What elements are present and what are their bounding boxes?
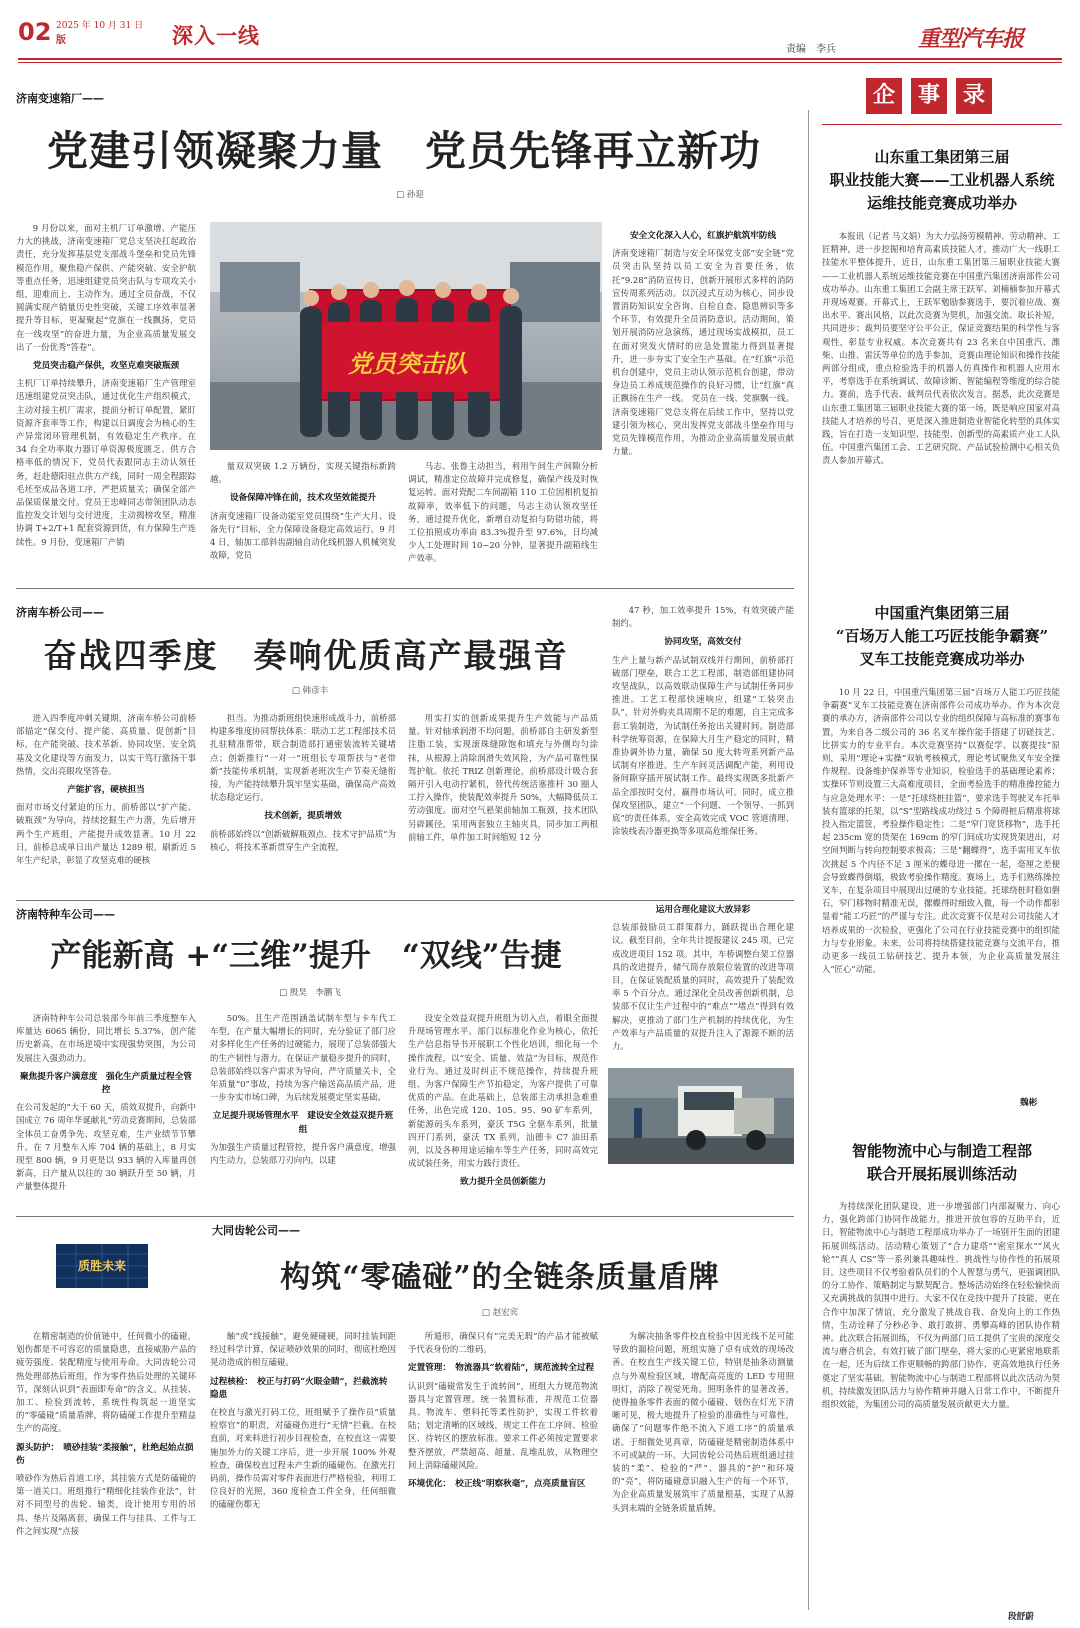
article-separator [16, 588, 794, 589]
article-subheading: 党员突击稳产保供，攻坚克难突破瓶颈 [32, 361, 180, 372]
edition-label: 版 [56, 35, 66, 46]
article-subheading: 聚焦提升客户满意度 强化生产质量过程全管控 [20, 1071, 192, 1096]
article-subheading: 致力提升全员创新能力 [460, 1177, 546, 1188]
article-subheading: 技术创新，提质增效 [264, 811, 342, 822]
article-separator [16, 1216, 794, 1217]
article-column: 用实打实的创新成果提升生产效能与产品质量。针对轴承润滑不均问题，前桥部自主研发新型注脂工装，实现滚珠缝隙饱和填充与外侧均匀涂抹，从根源上消除润滑失效风险，为产品可靠性保驾护航。依托 TRIZ 创新理论，前桥部设计吸合套隔开引入电动拧紧机，替代传统活塞推杆 30 圈人工拧入操作，使装配效率提升 50%，大幅降低员工劳动强度。面对空气悬架前轴加工瓶颈，技术团队另辟蹊径，采用两套独立主轴夹具，同步加工两根前轴工件，单件加工时间缩短 12 分 [408, 713, 598, 842]
banner-text: 党员突击队 [348, 349, 468, 378]
byline-box-icon: □ [291, 686, 303, 696]
article-subheading: 运用合理化建议大放异彩 [655, 905, 751, 915]
editor-credit: 责编 李兵 [786, 44, 836, 55]
byline-box-icon: □ [396, 190, 407, 200]
article-column: 马志、张鲁主动担当，利用午间生产间隙分析调试，精准定位故障并完成修复，确保产线及时恢复运转。面对瓷配二车间副箱 110 工位因相机复拍故障率，效率低下的问题，马志主动认领攻坚任务，通过提升优化，新增自动复拍与防错功能，将工位拍照成功率由 83.3%提升至 97.6%，日均减少人工处理时间 10~20 分钟，显著提升副箱线生产效率。 [408, 461, 598, 564]
article-headline: 奋战四季度 奏响优质高产最强音 [43, 636, 569, 675]
sidebar-story-author: 魏彬 [1020, 1098, 1038, 1108]
header-rule-thin [18, 62, 1062, 63]
article-subheading: 安全文化深入人心，红旗护航筑牢防线 [629, 231, 777, 241]
party-commando-photo [210, 222, 602, 450]
issue-date: 2025 年 10 月 31 日 [56, 21, 144, 31]
article-column: 所遁形，确保只有“完美无瑕”的产品才能被赋予代表身份的二维码。 定置管理： 物流器具“软着陆”，规范流转全过程 认识到“磕碰常发生于流转间”，班组大力规范物流器具与定置管理。统一装置标准，并规范工位器具、物流车、塑料托等柔性防护，实现工件软着陆；划定清晰的区域线，规定工件在工序间、检验区、待转区的摆放标准。要求工件必须按定置要求整齐摆放，严禁超高、超量、乱堆乱放，从物理空间上消除磕碰风险。 环境优化： 校正线“明察秋毫”，点亮质量盲区 [408, 1330, 598, 1616]
article-kicker: 济南车桥公司—— [16, 606, 104, 619]
column-divider [808, 110, 809, 1610]
article-column: 运用合理化建议大放异彩 总装部鼓励员工群策群力，踊跃提出合理化建议。截至目前，全年共计提报建议 245 项，已完成改进项目 152 项。其中，车桥调整台架工位器具的改进提升，储气筒存放限位装置的改进等项目，在保证装配质量的同时，高效提升了装配效率 5 个百分点。通过深化全员改善创新机制，总装部不仅让生产过程中的“难点”“堵点”得到有效解决，更推动了部门生产机制的持续优化，为生产效率与产品质量的双提升注入了源源不断的活力。 [612, 905, 794, 1052]
article-byline: □ 韩彦丰 [291, 686, 329, 696]
article-kicker: 济南特种车公司—— [16, 908, 115, 921]
truck-photo [608, 1068, 794, 1164]
graphic-text: 质胜未来 [77, 1259, 126, 1273]
article-column: 为解决抽条零件校直检验中因光线不足可能导致的漏检问题，班组实施了卓有成效的现场改善。在校直生产线关键工位，特别是抽条动测量点与外观检验区域，增配高亮度的 LED 专用照明灯，消除了视觉死角。照明条件的显著改善，使得抽条零件表面的微小磕碰、划伤在灯光下清晰可见，极大地提升了检验的准确性与可靠性，确保了“问题零件绝不流入下道工序”的质量承诺。于细微处见真章，防磕碰是精密制造体系中不可或缺的一环。大同齿轮公司热后班组通过挂装的“柔”、检验的“严”、器具的“护”和环境的“亮”，将防磕碰意识融入生产的每一个环节，为企业高质量发展筑牢了质量根基，实现了从源头到末端的全链条质量盾牌。 [612, 1331, 794, 1513]
sidebar-story-author: 段舒蔚 [1008, 1612, 1034, 1622]
article-column: 9 月份以来，面对主机厂订单激增、产能压力大的挑战，济南变速箱厂党总支坚决扛起政治责任，充分发挥基层党支部战斗堡垒和党员先锋模范作用，聚焦稳产保供、产能突破、安全护航等重点任务，迅速组建党员突击队与专项攻关小组，迎难而上、主动作为。通过全员奋战，不仅圆满实现产销量历史性突破，关键工序效率显著提升等目标，更凝聚起“党旗在一线飘扬，党员在一线攻坚”的奋进力量，为企业高质量发展交出了一份优秀“答卷”。 党员突击稳产保供，攻坚克难突破瓶颈 主机厂订单持续攀升，济南变速箱厂生产管理室迅速组建党员突击队，通过优化生产组织模式，主动对接主机厂需求，提前分析订单配置，紧盯资源齐套率等工作，构建以日调度会为核心的生产异常闭环管理机制，有效稳定生产秩序。在 34 台全功率取力器订单资源极度匮乏、供方合格率低的情况下，党员代表跟同志主动认领任务，赶赴德阳驻点供方产线，同时一周全程跟踪毛坯至成品各道工序，严把质量关；确保全部产品保质保量交付。党员王忠峰同志带领团队动态监控发交计划与交付进度，主动揭榜攻坚，精准协调 T+2/T+1 配套资源到货，有力保障生产连续性。9 月份，变速箱厂产销 [16, 223, 196, 547]
article-column: 进入四季度冲刺关键期，济南车桥公司前桥部锚定“保交付、提产能、高质量、促创新”目标，在产能突破、技术革新、协同攻坚、安全筑基及文化建设等方面发力，以实干笃行激扬干事热情，交出亮眼攻坚答卷。 产能扩容，硬核担当 面对市场交付紧迫的压力，前桥部以“扩产能、破瓶颈”为导向，持续挖掘生产力潜，先后增开两个生产班组，产能提升成效显著。10 月 22 日，前桥总成单日出产量达 1289 根，刷新近 5 年生产纪录，彰显了攻坚克难的硬核 [16, 713, 196, 866]
sidebar-story-body: 10 月 22 日，中国重汽集团第三届“百场万人能工巧匠技能争霸赛”叉车工技能竞赛在济南部件公司成功举办。作为本次竞赛的承办方，济南部件公司以专业的组织保障与高标准的赛事布置，为来自各二级公司的 36 名叉车操作能手搭建了切磋技艺、比拼实力的专业平台。本次竞赛坚持“以赛促学、以赛提技”原则，采用“理论+实操”双轨考核模式，理论考试聚焦叉车安全操作规程、设备维护保养等专业知识，检验选手的基础理论素养；实操环节则设置三大高难度项目，全面考验选手的精准操控能力与应急处理水平：一是“托球绕桩挂篮”，要求选手驾驶叉车托举装有篮球的托架，以“S”型路线成功绕过 5 个障碍桩后精准将球投入指定篮筐，考验操作稳定性；二是“窄门宽货移物”，选手托起 235cm 宽的货架在 169cm 的窄门间成功实现货架进出，对空间判断与转向控制要求极高；三是“翻蝶得”，选手需用叉车依次挑起 5 个内径不足 3 厘米的蝶母进一摞在一起，毫厘之差便会导致蝶得倒塌，极致考验操作精度。赛场上，选手们熟练操控叉车，在复杂项目中展现出过硬的专业技能。托球绕桩时稳如磐石，窄门移物时精准无误，摞蝶得时细致入微，每一个动作都彰显着“能工巧匠”的严谨与专注。此次竞赛不仅是对公司技能人才培养成果的一次检验，更强化了公司在行业技能竞赛中的组织能力与专业形象。未来，公司将持续搭建技能竞赛与交流平台，推动更多一线员工钻研技艺、提升本领，为企业高质量发展注入“匠心”动能。 [822, 687, 1060, 975]
article-column: 在精密制造的价值链中，任何微小的磕碰，划伤都是不可容忍的质量隐患，直接威胁产品的疲劳强度、装配精度与使用寿命。大同齿轮公司热处理部热后班组，作为零件热后处理的关键环节，深刻认识到“表面即寿命”的含义。从挂装、加工、检验到流转，系统性构筑起一道坚实的“零磕碰”质量盾牌，将防磕碰工作提升至精益生产的高度。 源头防护： 喷砂挂装“柔接触”，杜绝起始点损伤 喷砂作为热后首道工序，其挂装方式是防磕碰的第一道关口。班组推行“精细化挂装作业法”，针对不同型号的齿轮、轴类，设计使用专用的吊具、垫片及隔离套，确保工件与挂具、工件与工件之间实现“点接 [16, 1331, 196, 1536]
byline-box-icon: □ [481, 1308, 493, 1318]
article-subheading: 源头防护： 喷砂挂装“柔接触”，杜绝起始点损伤 [16, 1442, 194, 1466]
byline-box-icon: □ [279, 988, 290, 998]
title-rule [822, 124, 1062, 125]
article-headline: 党建引领凝聚力量 党员先锋再立新功 [47, 127, 761, 175]
article-kicker: 大同齿轮公司—— [212, 1224, 300, 1237]
sidebar-story-body: 为持续深化团队建设，进一步增强部门内部凝聚力、向心力，强化跨部门协同作战能力，推进开放包容的互助平台，近日，智能物流中心与制造工程部成功举办了一场别开生面的团建拓展训练活动。活动精心策划了“合力建塔”“密室探水”“风火轮”“真人 CS”等一系列兼具趣味性、挑战性与协作性的拓展项目。这些项目不仅考验着队员们的个人智慧与勇气，更强调团队的分工协作、策略制定与默契配合。整场活动始终在轻松愉快而又充满挑战的氛围中进行。大家不仅在竞技中提升了技能，更在合作中加深了情谊，充分激发了挑战自我、奋发向上的工作热情，生动诠释了分秒必争、敢打敢拼、勇攀高峰的团队协作精神。此次联合拓展训练，不仅为两部门员工提供了宝贵的深度交流与磨合机会，有效打破了部门壁垒，将大家的心更紧密地联系在一起，还为后续工作更顺畅的跨部门协作、更高效地执行任务奠定了坚实基础。智能物流中心与制造工程部将以此次活动为契机，持续激发团队活力与协作精神并融入日常工作中，不断提升组织效能，为集团公司的高质量发展贡献更大力量。 [822, 1201, 1060, 1410]
title-tile: 事 [911, 78, 947, 114]
article-headline: 产能新高 +“三维”提升 “双线”告捷 [50, 938, 562, 974]
article-byline: □ 殷昊 李鹏飞 [279, 988, 341, 998]
article-headline: 构筑“零磕碰”的全链条质量盾牌 [280, 1260, 720, 1295]
article-column: 50%。且生产范围涵盖试制车型与卡车代工车型，在产量大幅增长的同时，充分验证了部门应对多样化生产任务的过硬能力，展现了总装部强大的生产韧性与潜力。在保证产量稳步提升的同时，总装部始终以客户需求为导向，严守质量关卡，全年质量“0”事故，持续为客户输送高品质产品，进一步夯实市场口碑，为后续发展奠定坚实基础。 立足提升现场管理水平 建设安全效益双提升班组 为加强生产质量过程管控，提升客户满意度，增强内生动力，总装部刀刃向内，以建 [210, 1013, 396, 1166]
article-byline: □ 孙迎 [396, 190, 424, 200]
article-column: 47 秒，加工效率提升 15%，有效突破产能制约。 协同攻坚，高效交付 生产上量与新产品试制双线并行期间，前桥部打破部门壁垒，联合工艺工程部，制造部组建协同攻坚战队，以高效联动保障生产与试制任务同步推进。工艺工程部快速响应，组建“工装突击队”，针对外购夹具周期不足的难题，自主完成多套工装制造，为试制任务抢出关键时间。制造部科学统筹资源，在保障大月生产稳定的同时，精准协调外协力量，确保 50 度大转弯系列新产品试制有序推进。生产车间灵活调配产能，利用设备间隙穿插开展试制工作。最终实现既多批新产品全部按时交付，赢得市场认可。同时，成立推保攻坚团队，建立“一个问题、一个领导、一抓到底”的责任体系，安全高效完成 VOC 管道清理、涂装线表冷器更换等多项高危维保任务。 [612, 605, 794, 837]
quality-future-graphic [56, 1244, 148, 1288]
truck-illustration [608, 1068, 794, 1164]
sidebar-story-title: 智能物流中心与制造工程部 联合开展拓展训练活动 [851, 1142, 1032, 1183]
article-subheading: 协同攻坚，高效交付 [664, 637, 742, 648]
article-subheading: 设备保障冲锋在前，技术攻坚效能提升 [229, 493, 377, 504]
section-title: 深入一线 [172, 24, 260, 48]
article-column: 量双双突破 1.2 万辆份，实现关键指标新跨越。 设备保障冲锋在前，技术攻坚效能提升 济南变速箱厂设备动能室党员围绕“生产大月、设备先行”目标，全力保障设备稳定高效运行。9 月 4 日，轴加工部斜齿副轴自动化线机器人机械突发故障，党员 [210, 461, 396, 561]
article-subheading: 产能扩容，硬核担当 [67, 785, 145, 796]
masthead-logo: 重型汽车报 [918, 26, 1024, 52]
page-number: 02 [18, 18, 52, 46]
article-subheading: 定置管理： 物流器具“软着陆”，规范流转全过程 [408, 1363, 595, 1374]
title-tile: 录 [956, 78, 992, 114]
title-tile: 企 [866, 78, 902, 114]
article-subheading: 环境优化： 校正线“明察秋毫”，点亮质量盲区 [408, 1479, 586, 1490]
article-byline: □ 赵宏宾 [481, 1308, 519, 1318]
sidebar-story-body: 本报讯（记者 马文娟）为大力弘扬劳模精神、劳动精神、工匠精神，进一步挖掘和培育高素质技能人才，推动广大一线职工技能水平整体提升，近日，山东重工集团第三届职业技能大赛——工业机器人系统运维技能竞赛在中国重汽集团济南部件公司成功举办。山东重工集团工会副主席王跃军、刘楠楠参加开幕式并现场观赛。开幕式上，王跃军勉励参赛选手，要沉着应战、赛出水平、赛出风格，以此次竞赛为契机，加强交流、取长补短，共同进步；裁判员要坚守公平公正，保证竞赛结果的科学性与客观性，彰显专业权威。本次竞赛共有 23 名来自中国重汽、潍柴、山推、雷沃等单位的选手参加，竞赛由理论知识和操作技能两部分组成，重点检验选手的机器人仿真操作和机器人应用水平，考察选手在系统调试、故障诊断、智能编程等维度的综合能力。赛前，选手代表、裁判员代表依次发言。据悉，此次竞赛是山东重工集团第三届职业技能大赛的第一场，既是响应国家对高技能人才培养的号召，更是深入推进制造业智能化转型的具体实践，旨在打造一支知识型、技能型、创新型的高素质产业工人队伍。中国重汽集团工会、工艺研究院、产品试验检测中心相关负责人参加开幕式。 [822, 231, 1060, 466]
article-kicker: 济南变速箱厂—— [16, 92, 104, 105]
header-rule [18, 58, 1062, 60]
factory-photo-illustration [210, 222, 602, 450]
article-subheading: 过程核检： 校正与打码“火眼金睛”，拦截流转隐患 [210, 1376, 388, 1400]
article-separator [16, 900, 794, 901]
sidebar-story-title: 山东重工集团第三届 职业技能大赛——工业机器人系统 运维技能竞赛成功举办 [829, 148, 1055, 212]
article-column: 济南特种车公司总装部今年前三季度整车入库量达 6065 辆份，同比增长 5.37%，创产能历史新高，在市场逆境中实现强势突围，为公司发展注入强劲动力。 聚焦提升客户满意度 强化生产质量过程全管控 在公司发起的“大干 60 天，质效双提升，向新中国成立 76 周年华诞献礼”劳动竞赛期间，总装部全体员工奋勇争先、攻坚克难，生产业绩节节攀升。在 7 月整车入库 704 辆的基础上，8 月实现至 800 辆，9 月更是以 933 辆的入库量再创新高，日产量从以往的 30 辆跃升至 50 辆，月产量整体提升 [16, 1013, 196, 1192]
article-column: 设安全效益双提升班组为切入点，着眼全面提升现场管理水平。部门以标准化作业为核心，依托生产信息指导书开展职工个性化培训，细化每一个操作流程，以“安全、质量、效益”为目标，规范作业行为。通过及时纠正不规范操作，持续提升班组、为客户保障生产节拍稳定，为客户提供了可靠优质的产品。在此基础上，总装部主动承担急难重任务，出色完成 120、105、95、90 矿车系列，新能源码头车系列，豪沃 T5G 全驱车系列，批量四开门系列，豪沃 TX 系列，汕德卡 C7 油田系列，以及各种用途运输车等生产任务，同时高效完成试装任务，用实力践行责任。 致力提升全员创新能力 [408, 1012, 598, 1208]
sidebar-story-title: 中国重汽集团第三届 “百场万人能工巧匠技能争霸赛” 叉车工技能竞赛成功举办 [835, 604, 1049, 668]
article-column: 触”或“线接触”，避免硬碰硬，同时挂装间距经过科学计算，保证喷砂效果的同时，彻底杜绝因晃动造成的相互磕碰。 过程核检： 校正与打码“火眼金睛”，拦截流转隐患 在校直与激光打码工位，班组赋予了操作员“质量检察官”的职责，对磕碰伤进行“无情”拦截。在校直前，对来料进行初步目视检查，在校直这一需要施加外力的关键工序后，进一步开展 100% 外观检查，确保校直过程未产生新的磕碰伤。在激光打码前，操作员需对零件表面进行严格检验，利用工位良好的光照，360 度检查工件全身，任何细微的磕碰伤都无 [210, 1331, 396, 1510]
article-column: 安全文化深入人心，红旗护航筑牢防线 济南变速箱厂制造与安全环保党支部“安全链”党员突击队坚持以员工安全为首要任务，依托“9.28”消防宣传日，创新开展形式多样的消防宣传周系列活动。以沉浸式互动为核心，同步设置消防知识安全咨询、自检自查、隐患辨识等多个环节，有效提升全员消防意识。活动期间，策划开展消防应急演练，通过现场实战模拟，员工在面对突发火情时的应急处置能力得到显著提升，进一步夯实了安全生产基础。在“红旗”示范机台创建中，党员主动认领示范机台创建，带动身边员工养成规范操作的良好习惯，让“红旗”真正飘扬在生产一线。 党员在一线、党旗飘一线。济南变速箱厂党总支将在后续工作中，坚持以党建引领为核心，突出发挥党支部战斗堡垒作用与党员先锋模范作用，为推动企业高质量发展贡献力量。 [612, 231, 794, 457]
article-subheading: 立足提升现场管理水平 建设安全效益双提升班组 [212, 1111, 394, 1135]
article-column: 担当。为推动新班组快速形成战斗力，前桥部构建多维度协同帮扶体系：联动工艺工程部技术员扎驻精准帮带，联合制造部打通密装流转关键堵点；创新推行“一对一”班组长专项帮扶与“老带新”技能传承机制，实现新老班次生产节奏无缝衔接，为产能持续攀升筑牢坚实基础，确保高产高效状态稳定运行。 技术创新，提质增效 前桥部始终以“创新破解瓶颈点、技术守护品质”为核心，将技术革新贯穿生产全流程， [210, 713, 396, 852]
